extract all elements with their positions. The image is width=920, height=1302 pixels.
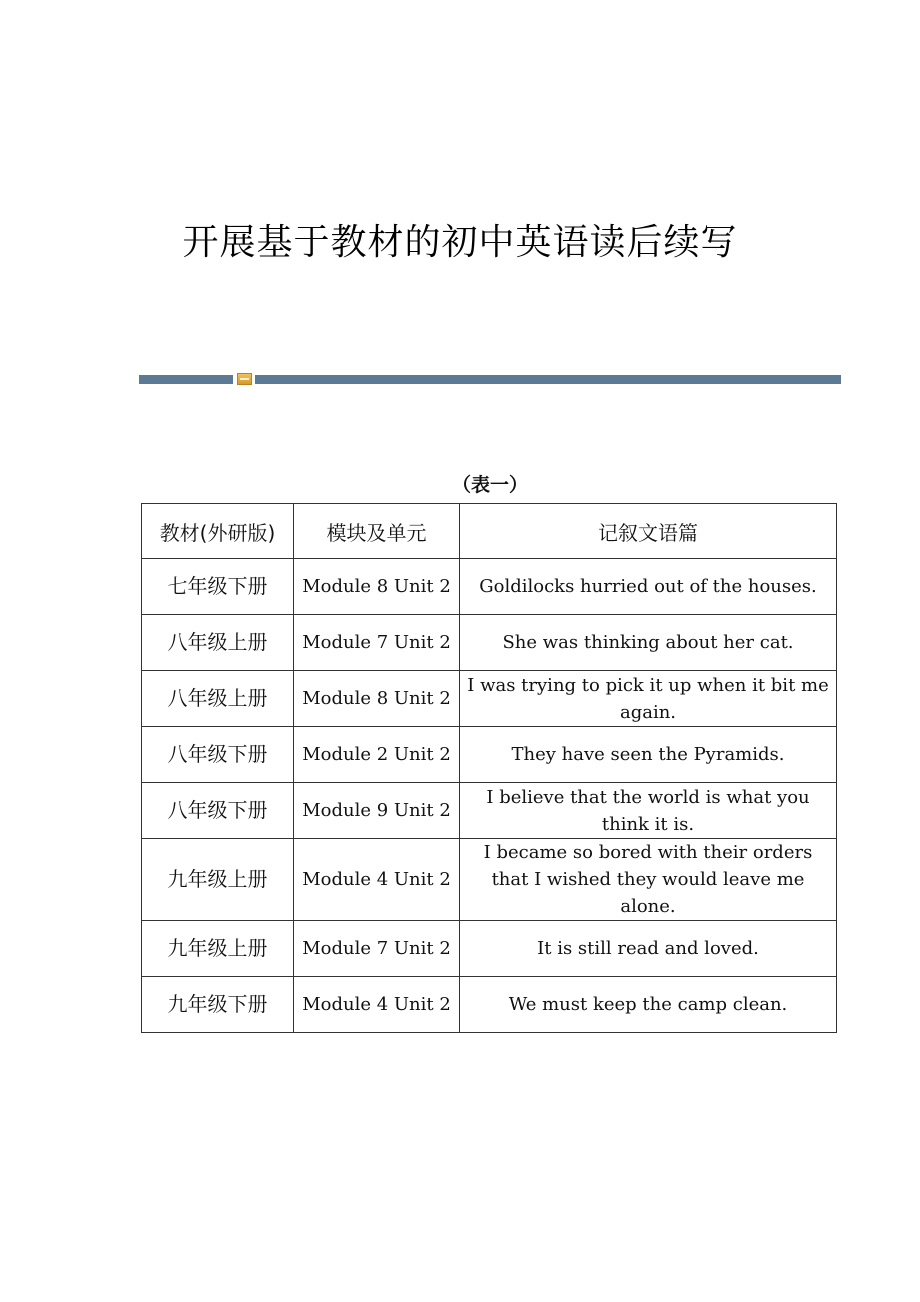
grade-cell: 八年级上册 <box>142 671 294 727</box>
module-cell: Module 9 Unit 2 <box>294 783 460 839</box>
grade-cell: 九年级上册 <box>142 921 294 977</box>
table-row <box>142 839 837 921</box>
divider-bar-right <box>255 375 841 384</box>
table-header-row <box>142 504 837 559</box>
table-row <box>142 783 837 839</box>
module-cell: Module 7 Unit 2 <box>294 615 460 671</box>
text-cell: I became so bored with their orders that I wished they would leave me alone. <box>460 839 837 921</box>
section-divider <box>139 375 841 384</box>
table-row <box>142 977 837 1033</box>
grade-cell: 九年级下册 <box>142 977 294 1033</box>
table-row <box>142 921 837 977</box>
table-row <box>142 671 837 727</box>
textbook-table <box>141 503 837 1033</box>
module-cell: Module 4 Unit 2 <box>294 839 460 921</box>
document-title: 开展基于教材的初中英语读后续写 <box>182 222 738 263</box>
text-cell: I was trying to pick it up when it bit me again. <box>460 671 837 727</box>
grade-cell: 八年级下册 <box>142 727 294 783</box>
divider-bar-left <box>139 375 233 384</box>
text-cell: It is still read and loved. <box>460 921 837 977</box>
header-narrative-text: 记叙文语篇 <box>460 504 837 559</box>
module-cell: Module 2 Unit 2 <box>294 727 460 783</box>
text-cell: She was thinking about her cat. <box>460 615 837 671</box>
module-cell: Module 7 Unit 2 <box>294 921 460 977</box>
header-module-unit: 模块及单元 <box>294 504 460 559</box>
text-cell: Goldilocks hurried out of the houses. <box>460 559 837 615</box>
grade-cell: 七年级下册 <box>142 559 294 615</box>
grade-cell: 九年级上册 <box>142 839 294 921</box>
module-cell: Module 8 Unit 2 <box>294 671 460 727</box>
table-row <box>142 727 837 783</box>
table-caption: （表一） <box>451 474 528 496</box>
grade-cell: 八年级下册 <box>142 783 294 839</box>
module-cell: Module 4 Unit 2 <box>294 977 460 1033</box>
table-row <box>142 559 837 615</box>
text-cell: I believe that the world is what you think it is. <box>460 783 837 839</box>
text-cell: They have seen the Pyramids. <box>460 727 837 783</box>
header-textbook: 教材(外研版) <box>142 504 294 559</box>
grade-cell: 八年级上册 <box>142 615 294 671</box>
module-cell: Module 8 Unit 2 <box>294 559 460 615</box>
text-cell: We must keep the camp clean. <box>460 977 837 1033</box>
small-ornament-icon <box>237 373 252 385</box>
table-row <box>142 615 837 671</box>
